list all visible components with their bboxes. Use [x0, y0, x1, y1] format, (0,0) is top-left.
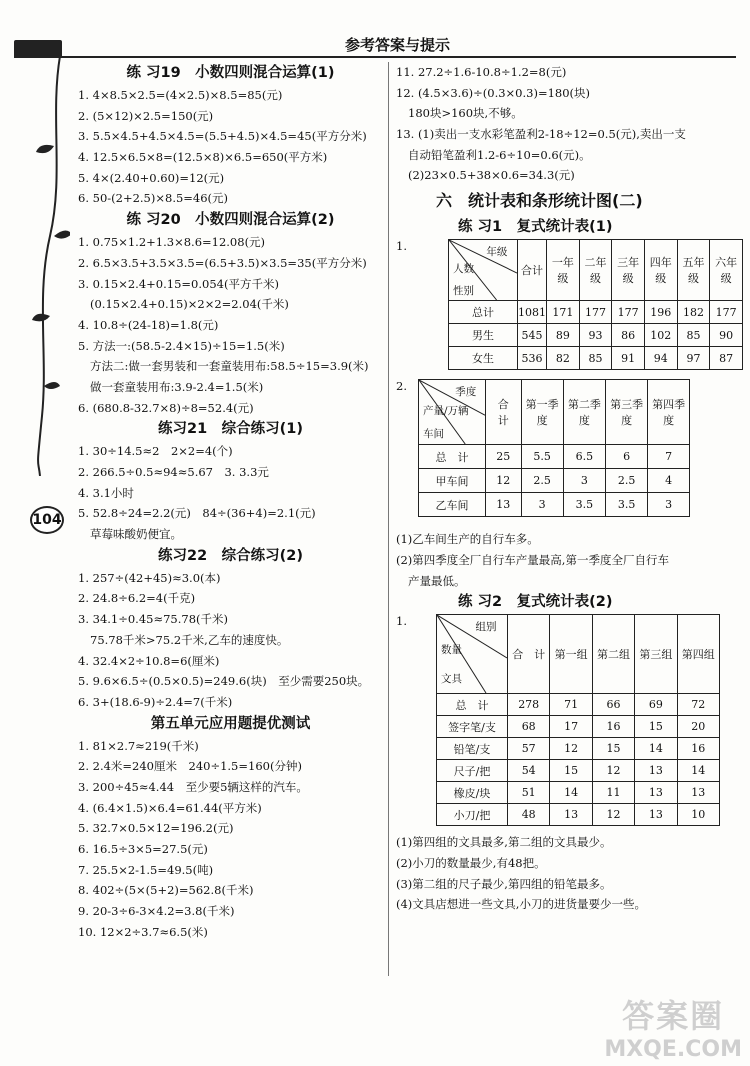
notes-list [396, 529, 736, 591]
table-cell: 17 [550, 716, 592, 738]
table-cell: 177 [612, 301, 645, 324]
table-cell: 102 [644, 324, 677, 347]
table-row [449, 324, 743, 347]
table-cell: 2.5 [606, 469, 648, 493]
table-header-row [449, 240, 743, 301]
answer-line: 3. 5.5×4.5+4.5×4.5=(5.5+4.5)×4.5=45(平方分米) [78, 129, 367, 144]
vine-decoration [20, 56, 70, 476]
row-header: 签字笔/支 [437, 716, 508, 738]
question-number: 2. [396, 379, 407, 394]
table-cell: 182 [677, 301, 710, 324]
table-cell: 15 [592, 738, 634, 760]
stats-table-bikes [418, 379, 690, 517]
table-row [437, 694, 720, 716]
diagonal-header-cell [437, 615, 508, 694]
answer-line: 5. 32.7×0.5×12=196.2(元) [78, 821, 234, 836]
answer-line: 4. 32.4×2÷10.8=6(厘米) [78, 653, 220, 668]
table-cell: 90 [710, 324, 743, 347]
header-title: 参考答案与提示 [344, 36, 450, 54]
answer-line: 6. (680.8-32.7×8)÷8=52.4(元) [78, 400, 254, 415]
row-header: 甲车间 [419, 469, 486, 493]
column-header: 第三季度 [606, 380, 648, 445]
row-header: 乙车间 [419, 493, 486, 517]
answer-line: 1. 0.75×1.2+1.3×8.6=12.08(元) [78, 235, 266, 250]
table-cell: 13 [635, 804, 677, 826]
table-cell: 16 [677, 738, 719, 760]
table-cell: 12 [486, 469, 522, 493]
answer-line: 8. 402÷(5×(5+2)=562.8(千米) [78, 883, 254, 898]
watermark [604, 991, 742, 1062]
table-cell: 69 [635, 694, 677, 716]
answer-list [78, 736, 383, 943]
table-cell: 16 [592, 716, 634, 738]
table-cell: 171 [547, 301, 580, 324]
table-row [437, 716, 720, 738]
answer-line: 1. 4×8.5×2.5=(4×2.5)×8.5=85(元) [78, 88, 283, 102]
table-cell: 71 [550, 694, 592, 716]
table-cell: 66 [592, 694, 634, 716]
answer-line: 3. 200÷45≈4.44 至少要5辆这样的汽车。 [78, 779, 308, 794]
table-cell: 278 [508, 694, 550, 716]
answer-line: 6. 50-(2+2.5)×8.5=46(元) [78, 191, 229, 206]
answer-list [78, 441, 383, 544]
answer-line: 5. 4×(2.40+0.60)=12(元) [78, 170, 225, 185]
answer-line: (1)第四组的文具最多,第二组的文具最少。 [396, 835, 612, 850]
column-header: 第一季度 [521, 380, 563, 445]
table-row [437, 782, 720, 804]
table-cell: 14 [550, 782, 592, 804]
table-cell: 54 [508, 760, 550, 782]
table-cell: 1081 [518, 301, 547, 324]
section-title: 练 习1 复式统计表(1) [458, 219, 613, 236]
table-row [419, 493, 690, 517]
section-title: 练 习20 小数四则混合运算(2) [126, 212, 335, 229]
answer-line: 3. 34.1÷0.45≈75.78(千米) [78, 612, 229, 627]
column-header: 第一组 [550, 615, 592, 694]
section-title: 练 习2 复式统计表(2) [458, 594, 613, 611]
answer-line: (1)乙车间生产的自行车多。 [396, 532, 539, 547]
column-header: 三年级 [612, 240, 645, 301]
diagonal-label: 人数 [453, 263, 474, 276]
table-cell: 25 [486, 445, 522, 469]
page-number: 104 [30, 506, 64, 534]
table-cell: 15 [550, 760, 592, 782]
column-header: 第二组 [592, 615, 634, 694]
answer-line: 5. 9.6×6.5÷(0.5×0.5)=249.6(块) 至少需要250块。 [78, 674, 370, 689]
answer-line: 4. 3.1小时 [78, 485, 134, 500]
table-cell: 87 [710, 347, 743, 370]
row-header: 总计 [449, 301, 518, 324]
row-header: 总 计 [437, 694, 508, 716]
table-row [437, 804, 720, 826]
column-header: 四年级 [644, 240, 677, 301]
table-cell: 6.5 [563, 445, 605, 469]
diagonal-header-cell [449, 240, 518, 301]
table-cell: 12 [592, 804, 634, 826]
table-header-row [419, 380, 690, 445]
table-cell: 177 [710, 301, 743, 324]
table-row [449, 347, 743, 370]
answer-line: 方法二:做一套男装和一套童装用布:58.5÷15=3.9(米) [90, 359, 369, 374]
column-divider [388, 62, 389, 976]
row-header: 女生 [449, 347, 518, 370]
answer-line: 草莓味酸奶便宜。 [90, 527, 182, 542]
diagonal-label: 产量/万辆 [423, 404, 469, 417]
answer-line: 9. 20-3÷6-3×4.2=3.8(千米) [78, 904, 235, 919]
table-cell: 3 [563, 469, 605, 493]
answer-line: 12. (4.5×3.6)÷(0.3×0.3)=180(块) [396, 85, 591, 100]
table-cell: 93 [579, 324, 612, 347]
answer-line: (2)小刀的数量最少,有48把。 [396, 855, 546, 870]
answer-line: 13. (1)卖出一支水彩笔盈利2-18÷12=0.5(元),卖出一支 [396, 127, 686, 142]
column-header: 五年级 [677, 240, 710, 301]
answer-line: (2)第四季度全厂自行车产量最高,第一季度全厂自行车 [396, 552, 669, 567]
table-cell: 7 [648, 445, 690, 469]
table-cell: 68 [508, 716, 550, 738]
chapter-title: 六 统计表和条形统计图(二) [436, 191, 643, 211]
table-cell: 89 [547, 324, 580, 347]
answer-line: 180块>160块,不够。 [408, 106, 523, 121]
answer-line: 产量最低。 [408, 573, 466, 588]
column-header: 一年级 [547, 240, 580, 301]
column-header: 合计 [518, 240, 547, 301]
diagonal-label: 季度 [455, 386, 477, 399]
table-cell: 13 [635, 760, 677, 782]
table-row [449, 301, 743, 324]
answer-line: 2. 266.5÷0.5≈94≈5.67 3. 3.3元 [78, 465, 269, 479]
stats-table-grade [448, 239, 743, 370]
answer-line: 11. 27.2÷1.6-10.8÷1.2=8(元) [396, 65, 567, 79]
table-cell: 94 [644, 347, 677, 370]
table-cell: 48 [508, 804, 550, 826]
answer-list [78, 568, 383, 713]
table-row [419, 445, 690, 469]
diagonal-label: 数量 [441, 644, 462, 657]
answer-line: 2. 2.4米=240厘米 240÷1.5=160(分钟) [78, 759, 302, 774]
table-cell: 545 [518, 324, 547, 347]
column-header: 第三组 [635, 615, 677, 694]
table-cell: 536 [518, 347, 547, 370]
answer-line: 4. 10.8÷(24-18)=1.8(元) [78, 317, 219, 332]
answer-line: 3. 0.15×2.4+0.15=0.054(平方千米) [78, 276, 279, 291]
diagonal-label: 车间 [423, 428, 444, 441]
table-cell: 15 [635, 716, 677, 738]
section-title: 第五单元应用题提优测试 [150, 715, 311, 732]
row-header: 橡皮/块 [437, 782, 508, 804]
diagonal-label: 年级 [486, 246, 508, 259]
answer-line: 2. 6.5×3.5+3.5×3.5=(6.5+3.5)×3.5=35(平方分米) [78, 255, 367, 270]
column-header: 第四组 [677, 615, 719, 694]
notes-list [396, 832, 736, 915]
answer-list [78, 85, 383, 209]
answer-line: 5. 52.8÷24=2.2(元) 84÷(36+4)=2.1(元) [78, 506, 316, 521]
answer-list [78, 232, 383, 418]
answer-line: 75.78千米>75.2千米,乙车的速度快。 [90, 632, 289, 647]
table-cell: 97 [677, 347, 710, 370]
table-cell: 13 [677, 782, 719, 804]
table-header-row [437, 615, 720, 694]
answer-line: 4. (6.4×1.5)×6.4=61.44(平方米) [78, 800, 262, 815]
row-header: 铅笔/支 [437, 738, 508, 760]
answer-line: 1. 81×2.7≈219(千米) [78, 738, 199, 753]
table-cell: 10 [677, 804, 719, 826]
question-number: 1. [396, 614, 407, 629]
table-block [396, 614, 736, 832]
table-cell: 3 [521, 493, 563, 517]
section-title: 练 习19 小数四则混合运算(1) [126, 65, 335, 81]
right-column [396, 62, 736, 915]
table-cell: 13 [635, 782, 677, 804]
answer-line: (0.15×2.4+0.15)×2×2=2.04(千米) [90, 297, 289, 312]
table-cell: 85 [579, 347, 612, 370]
diagonal-header-cell [419, 380, 486, 445]
answer-line: 10. 12×2÷3.7≈6.5(米) [78, 924, 208, 939]
question-number: 1. [396, 239, 407, 254]
answer-line: 自动铅笔盈利1.2-6÷10=0.6(元)。 [408, 147, 591, 162]
row-header: 男生 [449, 324, 518, 347]
table-cell: 85 [677, 324, 710, 347]
column-header: 二年级 [579, 240, 612, 301]
table-cell: 51 [508, 782, 550, 804]
answer-line: 2. (5×12)×2.5=150(元) [78, 108, 214, 123]
column-header: 合 计 [486, 380, 522, 445]
table-block [396, 379, 736, 529]
column-header: 第四季度 [648, 380, 690, 445]
row-header: 小刀/把 [437, 804, 508, 826]
answer-line: 4. 12.5×6.5×8=(12.5×8)×6.5=650(平方米) [78, 150, 328, 165]
diagonal-label: 组别 [475, 621, 497, 634]
watermark-line: 答案圈 [622, 997, 725, 1035]
table-cell: 5.5 [521, 445, 563, 469]
table-cell: 13 [550, 804, 592, 826]
column-header: 第二季度 [563, 380, 605, 445]
table-cell: 3 [648, 493, 690, 517]
table-cell: 196 [644, 301, 677, 324]
table-block [396, 239, 736, 379]
header-rule [14, 56, 736, 58]
section-title: 练习22 综合练习(2) [157, 547, 304, 564]
answer-line: 5. 方法一:(58.5-2.4×15)÷15=1.5(米) [78, 338, 285, 353]
table-cell: 72 [677, 694, 719, 716]
table-cell: 12 [592, 760, 634, 782]
table-cell: 11 [592, 782, 634, 804]
table-cell: 14 [635, 738, 677, 760]
answer-line: (2)23×0.5+38×0.6=34.3(元) [408, 168, 575, 183]
section-title: 练习21 综合练习(1) [157, 421, 304, 438]
table-row [419, 469, 690, 493]
diagonal-label: 性别 [453, 285, 474, 298]
table-cell: 3.5 [563, 493, 605, 517]
stats-table-stationery [436, 614, 720, 826]
table-cell: 86 [612, 324, 645, 347]
table-cell: 13 [486, 493, 522, 517]
row-header: 尺子/把 [437, 760, 508, 782]
answer-line: 1. 30÷14.5≈2 2×2=4(个) [78, 444, 233, 459]
watermark-line: MXQE.COM [604, 1037, 742, 1062]
answer-line: 做一套童装用布:3.9-2.4=1.5(米) [90, 379, 264, 394]
answer-line: 2. 24.8÷6.2=4(千克) [78, 591, 196, 606]
answer-line: 7. 25.5×2-1.5=49.5(吨) [78, 862, 214, 877]
table-row [437, 738, 720, 760]
table-cell: 3.5 [606, 493, 648, 517]
table-cell: 177 [579, 301, 612, 324]
table-cell: 14 [677, 760, 719, 782]
answer-list [396, 62, 736, 186]
answer-line: 6. 3+(18.6-9)÷2.4=7(千米) [78, 694, 233, 709]
table-cell: 12 [550, 738, 592, 760]
answer-line: 6. 16.5÷3×5=27.5(元) [78, 842, 208, 856]
diagonal-label: 文具 [441, 673, 462, 686]
column-header: 合 计 [508, 615, 550, 694]
answer-line: 1. 257÷(42+45)≈3.0(本) [78, 570, 221, 585]
column-header: 六年级 [710, 240, 743, 301]
table-cell: 91 [612, 347, 645, 370]
table-cell: 20 [677, 716, 719, 738]
table-cell: 2.5 [521, 469, 563, 493]
table-cell: 82 [547, 347, 580, 370]
table-cell: 57 [508, 738, 550, 760]
row-header: 总 计 [419, 445, 486, 469]
table-cell: 6 [606, 445, 648, 469]
table-row [437, 760, 720, 782]
table-cell: 4 [648, 469, 690, 493]
answer-line: (4)文具店想进一些文具,小刀的进货量要少一些。 [396, 897, 646, 912]
answer-line: (3)第二组的尺子最少,第四组的铅笔最多。 [396, 876, 612, 891]
left-column [78, 62, 383, 942]
